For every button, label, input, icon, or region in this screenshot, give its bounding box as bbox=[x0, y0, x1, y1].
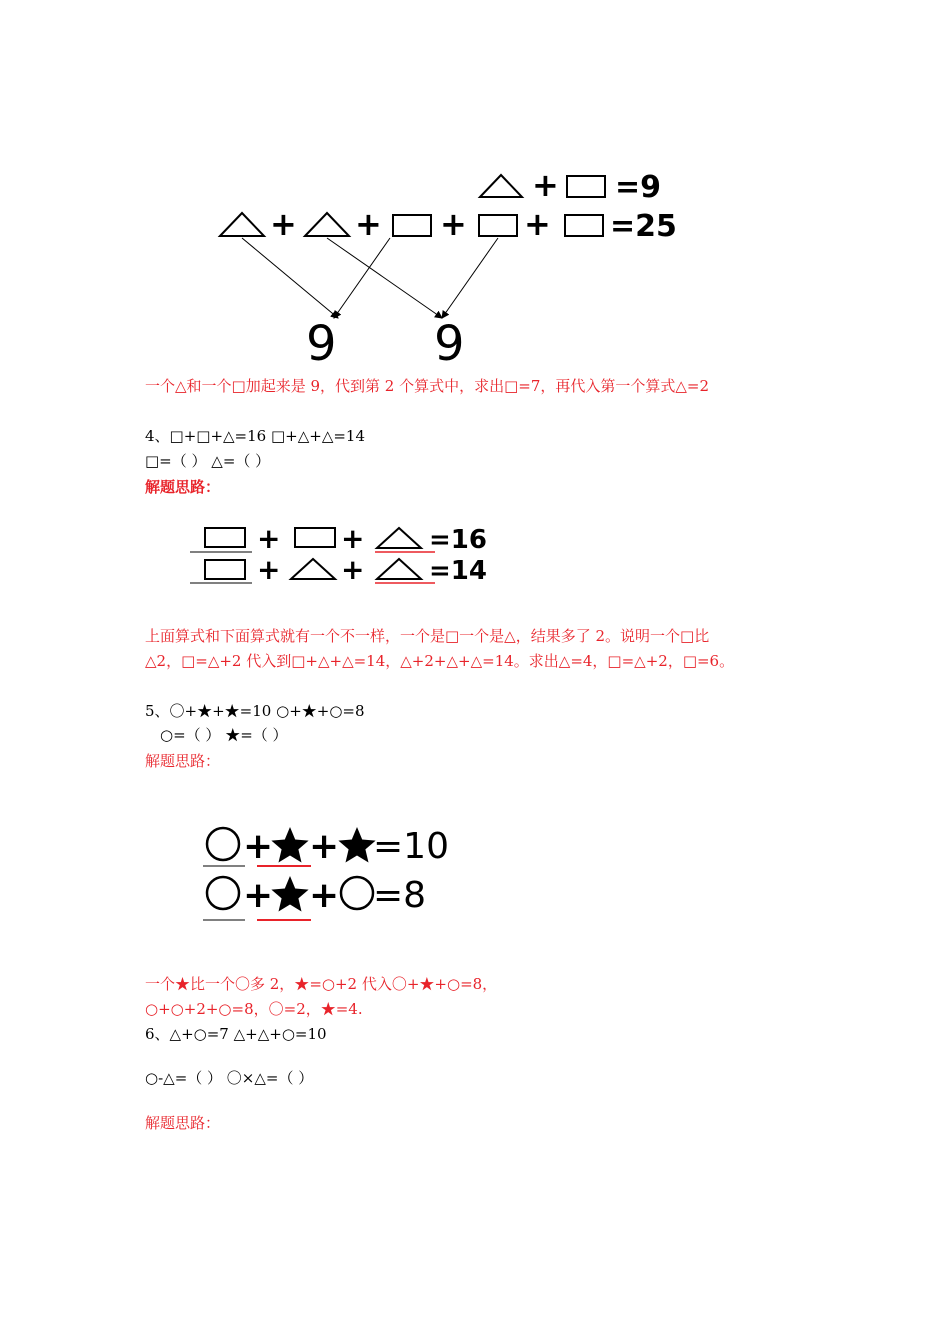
square-shape bbox=[567, 176, 605, 197]
square-shape bbox=[295, 528, 335, 547]
arrow bbox=[334, 238, 390, 318]
plus-sign: + bbox=[355, 205, 382, 243]
question-6-blanks: ○-△=（ ） 〇×△=（ ） bbox=[145, 1069, 314, 1087]
question-5-title: 5、〇+★+★=10 ○+★+○=8 bbox=[145, 702, 365, 720]
question-5-hint-label: 解题思路： bbox=[145, 752, 221, 770]
plus-sign: + bbox=[243, 875, 274, 916]
square-shape bbox=[479, 215, 517, 236]
arrow bbox=[242, 238, 338, 318]
triangle-shape bbox=[377, 559, 421, 579]
plus-sign: + bbox=[532, 168, 559, 204]
plus-sign: + bbox=[243, 826, 274, 867]
square-shape bbox=[393, 215, 431, 236]
triangle-shape bbox=[480, 175, 522, 197]
solution-note-2-line-2: △2，□=△+2 代入到□+△+△=14，△+2+△+△=14。求出△=4，□=△+2，□=6。 bbox=[145, 652, 735, 670]
equation-diagram-1 bbox=[210, 168, 710, 368]
square-shape bbox=[565, 215, 603, 236]
row1-result: =10 bbox=[373, 826, 449, 867]
arrow bbox=[327, 238, 442, 318]
row2-result: =8 bbox=[373, 875, 427, 916]
triangle-shape bbox=[291, 559, 335, 579]
row2-result: =14 bbox=[429, 556, 487, 586]
question-5-blanks: ○=（ ） ★=（ ） bbox=[160, 726, 288, 744]
circle-shape bbox=[207, 828, 239, 860]
circle-shape bbox=[341, 877, 373, 909]
square-shape bbox=[205, 560, 245, 579]
question-6-hint-label: 解题思路： bbox=[145, 1114, 221, 1132]
square-shape bbox=[205, 528, 245, 547]
question-4-hint-label: 解题思路： bbox=[145, 478, 221, 496]
equation-diagram-3 bbox=[195, 820, 455, 930]
result-number: 9 bbox=[434, 316, 465, 368]
solution-note-3-line-1: 一个★比一个〇多 2，★=○+2 代入〇+★+○=8， bbox=[145, 975, 498, 993]
triangle-shape bbox=[377, 528, 421, 548]
plus-sign: + bbox=[257, 522, 281, 555]
circle-shape bbox=[207, 877, 239, 909]
plus-sign: + bbox=[309, 875, 340, 916]
question-4-blanks: □=（ ） △=（ ） bbox=[145, 452, 271, 470]
star-shape bbox=[338, 827, 375, 863]
plus-sign: + bbox=[257, 553, 281, 586]
triangle-shape bbox=[220, 213, 264, 236]
plus-sign: + bbox=[309, 826, 340, 867]
equation-diagram-2 bbox=[185, 520, 530, 590]
star-shape bbox=[271, 827, 308, 863]
solution-note-2-line-1: 上面算式和下面算式就有一个不一样，一个是□一个是△，结果多了 2。说明一个□比 bbox=[145, 627, 710, 645]
arrow bbox=[442, 238, 498, 318]
plus-sign: + bbox=[341, 553, 365, 586]
row1-result: =16 bbox=[429, 525, 487, 555]
main-equation-result: =25 bbox=[610, 209, 677, 244]
result-number: 9 bbox=[306, 316, 337, 368]
question-4-title: 4、□+□+△=16 □+△+△=14 bbox=[145, 427, 366, 445]
question-6-title: 6、△+○=7 △+△+○=10 bbox=[145, 1025, 327, 1043]
triangle-shape bbox=[305, 213, 349, 236]
plus-sign: + bbox=[440, 205, 467, 243]
solution-note-1: 一个△和一个□加起来是 9，代到第 2 个算式中，求出□=7，再代入第一个算式△=2 bbox=[145, 377, 710, 395]
star-shape bbox=[271, 876, 308, 912]
solution-note-3-line-2: ○+○+2+○=8，〇=2，★=4. bbox=[145, 1000, 363, 1018]
plus-sign: + bbox=[270, 205, 297, 243]
plus-sign: + bbox=[524, 205, 551, 243]
plus-sign: + bbox=[341, 522, 365, 555]
top-equation-result: =9 bbox=[615, 170, 662, 205]
